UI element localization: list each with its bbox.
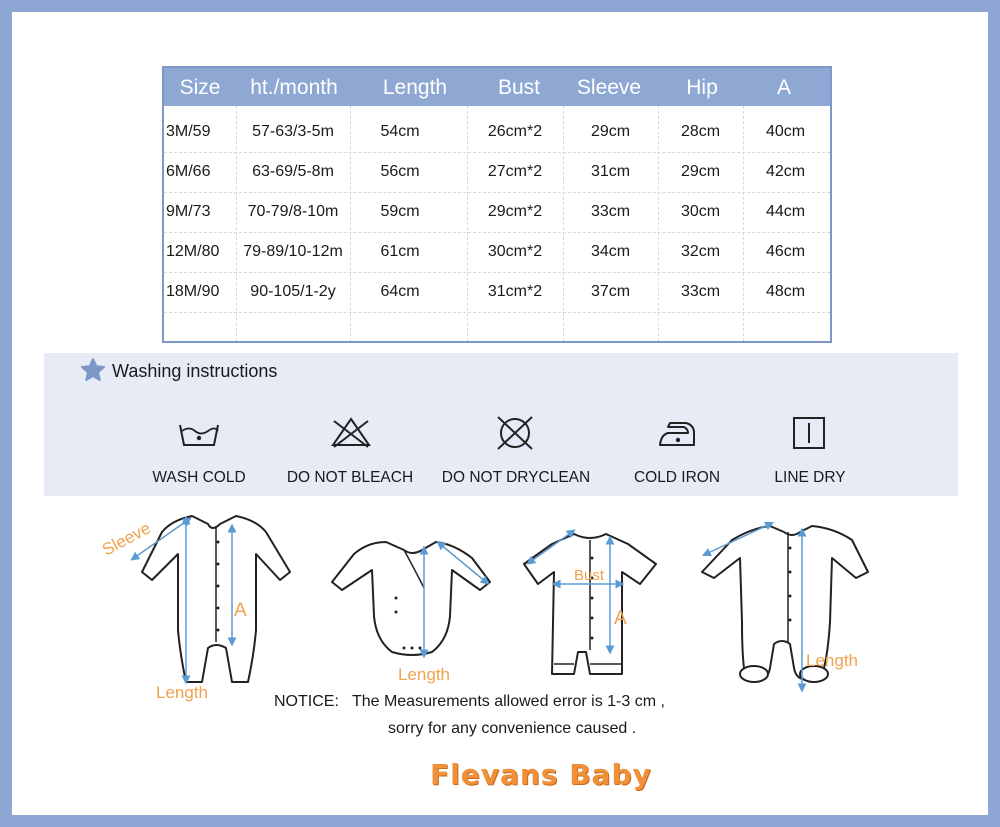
line-dry-label: LINE DRY — [774, 469, 846, 486]
table-row: 3M/59 57-63/3-5m 54cm 26cm*2 29cm 28cm 40cm — [164, 112, 830, 153]
header-sleeve: Sleeve — [576, 76, 642, 99]
notice-text: The Measurements allowed error is 1-3 cm , — [351, 693, 665, 710]
bust-label: Bust — [574, 567, 605, 584]
size-chart-table — [162, 66, 832, 343]
page-frame — [12, 12, 988, 815]
header-height-month: ht./month — [250, 76, 338, 99]
sleeve-label: Sleeve — [98, 518, 154, 560]
table-row: 18M/90 90-105/1-2y 64cm 31cm*2 37cm 33cm 48cm — [164, 272, 830, 313]
header-size: Size — [179, 76, 221, 99]
do-not-bleach-icon — [328, 411, 374, 453]
notice-line-1 — [274, 693, 665, 711]
cold-iron-label: COLD IRON — [633, 469, 721, 486]
length-label: Length — [156, 683, 208, 702]
notice-line-2: sorry for any convenience caused . — [388, 720, 637, 737]
star-icon — [80, 357, 106, 383]
washing-instructions-panel — [44, 353, 958, 496]
header-bust: Bust — [497, 76, 541, 99]
cold-iron-icon — [654, 411, 700, 453]
notice-prefix: NOTICE: — [274, 693, 339, 710]
long-romper-diagram — [142, 516, 290, 682]
do-not-dryclean-label: DO NOT DRYCLEAN — [441, 469, 591, 486]
brand-logo: Flevans Baby — [430, 758, 652, 791]
wash-cold-icon — [176, 411, 222, 453]
do-not-dryclean-icon — [492, 411, 538, 453]
a-label: A — [234, 600, 247, 621]
table-row: 9M/73 70-79/8-10m 59cm 29cm*2 33cm 30cm 44cm — [164, 192, 830, 233]
table-row: 6M/66 63-69/5-8m 56cm 27cm*2 31cm 29cm 42cm — [164, 152, 830, 193]
short-romper-diagram — [524, 534, 656, 674]
bodysuit-diagram — [332, 542, 490, 655]
header-a: A — [776, 76, 791, 99]
a-label: A — [614, 608, 627, 629]
do-not-bleach-label: DO NOT BLEACH — [286, 469, 414, 486]
line-dry-icon — [786, 411, 832, 453]
measurement-diagrams — [12, 502, 988, 702]
header-length: Length — [382, 76, 448, 99]
washing-title: Washing instructions — [112, 361, 278, 381]
table-row: 12M/80 79-89/10-12m 61cm 30cm*2 34cm 32cm 46cm — [164, 232, 830, 273]
header-hip: Hip — [686, 76, 718, 99]
length-label: Length — [806, 651, 858, 670]
table-header — [164, 68, 830, 106]
length-label: Length — [398, 665, 450, 684]
wash-cold-label: WASH COLD — [152, 469, 246, 486]
